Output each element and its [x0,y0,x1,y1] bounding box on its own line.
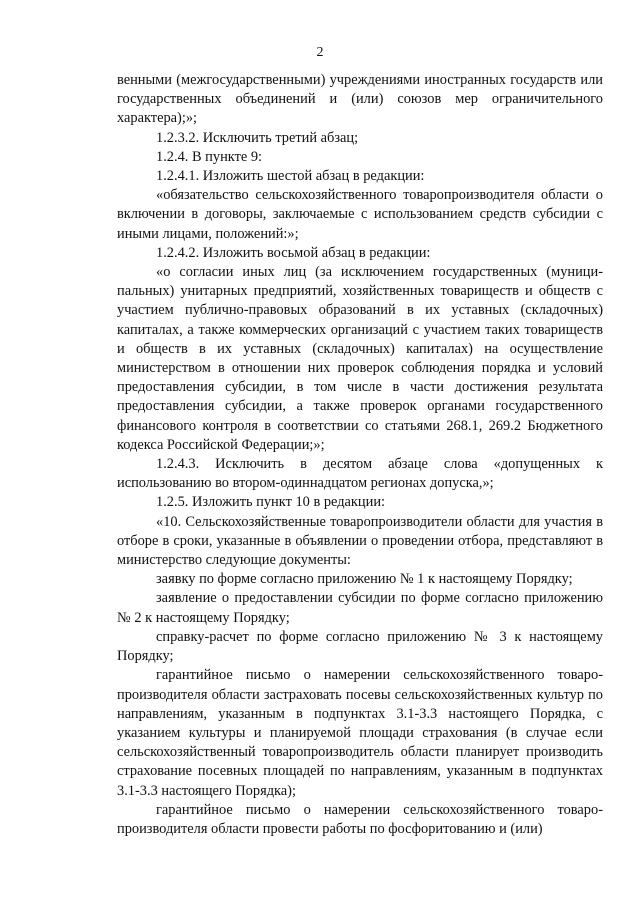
paragraph-1: венными (межгосударственными) учреждениями иностранных государств или государственных объединений и (или) союзов мер ограничительного характера);»; [117,72,603,127]
paragraph-5: «обязательство сельскохозяйственного товаропроизводителя области о включении в договоры, заключаемые с использованием средств субсидии с иными лицами, положений:»; [117,187,603,242]
paragraph-10: «10. Сельскохозяйственные товаропроизводители области для участия в отборе в сроки, указанные в объявлении о проведении отбора, представляют в министерство следующие документы: [117,513,603,569]
paragraph-9: 1.2.5. Изложить пункт 10 в редакции: [156,494,386,511]
paragraph-2: 1.2.3.2. Исключить третий абзац; [156,129,359,146]
document-body [117,71,603,839]
paragraph-8: 1.2.4.3. Исключить в десятом абзаце слова «допущенных к использованию во втором-одиннадцатом регионах допуска,»; [117,456,603,492]
paragraph-15: гарантийное письмо о намерении сельскохозяйственного товаропроизводителя области провести работы по фосфоритованию и (или) [117,801,603,837]
page-number: 2 [316,45,324,60]
paragraph-3: 1.2.4. В пункте 9: [156,148,263,165]
paragraph-11: заявку по форме согласно приложению № 1 к настоящему Порядку; [156,571,573,588]
paragraph-12: заявление о предоставлении субсидии по форме согласно приложению № 2 к настоящему Порядку; [117,590,603,626]
paragraph-14: гарантийное письмо о намерении сельскохозяйственного товаропроизводителя области застраховать посевы сельскохозяйственных культур по направлениям, указанным в подпунктах 3.1-3.3 настоящего Порядка, с указанием культуры и планируемой площади страхования (в случае если сельскохозяйственный товаропроизводитель области планирует производить страхование посевных площадей по направлениям, указанным в подпунктах 3.1-3.3 настоящего Порядка); [117,667,603,799]
paragraph-7: «о согласии иных лиц (за исключением государственных (муниципальных) унитарных предприятий, хозяйственных товариществ и обществ с участием публично-правовых образований в их уставных (складочных) капиталах, а также коммерческих организаций с участием таких товариществ и обществ в их уставных (складочных) капиталах) на осуществление министерством в отношении них проверок соблюдения порядка и условий предоставления субсидии, в том числе в части достижения результата предоставления субсидии, а также проверок органами государственного финансового контроля в соответствии со статьями 268.1, 269.2 Бюджетного кодекса Российской Федерации;»; [117,264,603,453]
paragraph-13: справку-расчет по форме согласно приложению № 3 к настоящему Порядку; [117,628,603,665]
paragraph-6: 1.2.4.2. Изложить восьмой абзац в редакции: [156,244,431,261]
paragraph-4: 1.2.4.1. Изложить шестой абзац в редакции: [156,168,425,185]
